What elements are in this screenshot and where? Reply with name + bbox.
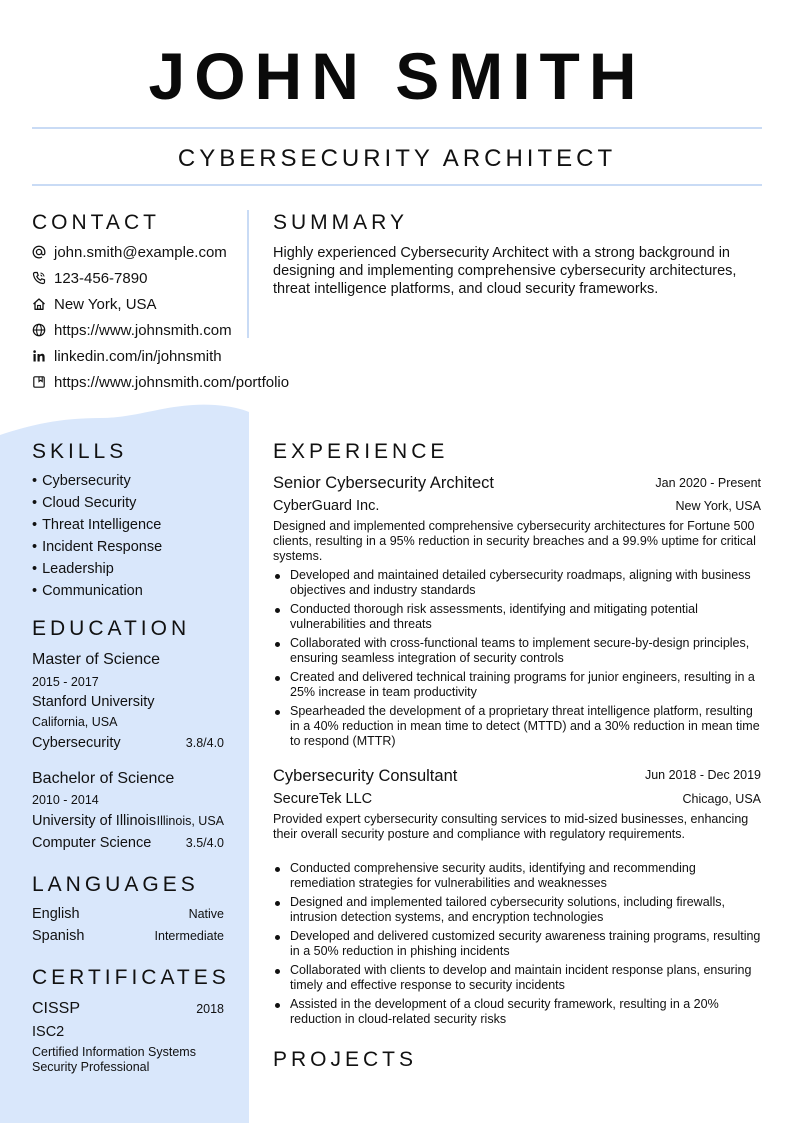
job-bullet: Designed and implemented tailored cybersecurity solutions, including firewalls, intrusion detection systems, and encryption technologies xyxy=(273,895,763,925)
education-location: Illinois, USA xyxy=(156,814,224,828)
education-years: 2015 - 2017 xyxy=(32,675,99,689)
job-bullet: Conducted thorough risk assessments, identifying and mitigating potential vulnerabilities and threats xyxy=(273,602,763,632)
job-dates: Jan 2020 - Present xyxy=(655,476,761,490)
job-bullet: Developed and delivered customized security awareness training programs, resulting in a 50% reduction in phishing incidents xyxy=(273,929,763,959)
language-row xyxy=(32,906,224,922)
job-bullet: Spearheaded the development of a proprietary threat intelligence platform, resulting in a 40% reduction in mean time to detect (MTTD) and a 30% reduction in mean time to respond (MTTR) xyxy=(273,704,763,749)
header-divider-top xyxy=(32,127,762,129)
phone-icon xyxy=(32,271,46,285)
job-title: Cybersecurity Consultant xyxy=(273,767,458,785)
education-heading: EDUCATION xyxy=(32,617,191,640)
job-bullet: Developed and maintained detailed cybersecurity roadmaps, aligning with business objectives and industry standards xyxy=(273,568,763,598)
header-divider-bottom xyxy=(32,184,762,186)
contact-location-text: New York, USA xyxy=(54,295,157,313)
projects-heading: PROJECTS xyxy=(273,1048,418,1071)
languages-heading: LANGUAGES xyxy=(32,873,199,896)
education-field-row xyxy=(32,735,224,751)
candidate-name: JOHN SMITH xyxy=(148,39,646,113)
job-bullet: Conducted comprehensive security audits, identifying and recommending remediation strategies for vulnerabilities and weaknesses xyxy=(273,861,763,891)
contact-phone[interactable] xyxy=(32,268,147,288)
language-level: Native xyxy=(188,907,224,921)
contact-website[interactable] xyxy=(32,320,232,340)
job-description: Designed and implemented comprehensive cybersecurity architectures for Fortune 500 clients, resulting in a 95% reduction in security breaches and a 99.9% uptime for critical systems. xyxy=(273,519,756,563)
skill-item: • Incident Response xyxy=(32,539,162,555)
job-bullet: Assisted in the development of a cloud security framework, resulting in a 20% reduction in cloud-related security risks xyxy=(273,997,763,1027)
education-location: California, USA xyxy=(32,715,118,729)
language-row xyxy=(32,928,224,944)
contact-portfolio[interactable] xyxy=(32,372,289,392)
job-bullet: Collaborated with clients to develop and maintain incident response plans, ensuring timely and effective response to security incidents xyxy=(273,963,763,993)
at-icon xyxy=(32,245,46,259)
skill-item: • Leadership xyxy=(32,561,114,577)
contact-email[interactable] xyxy=(32,242,227,262)
contact-email-text: john.smith@example.com xyxy=(54,243,227,261)
job-bullets xyxy=(273,568,763,753)
linkedin-icon xyxy=(32,349,46,363)
job-location: New York, USA xyxy=(675,499,761,513)
certificate-row xyxy=(32,1000,224,1018)
education-school-row xyxy=(32,813,224,829)
education-field: Computer Science xyxy=(32,835,152,851)
contact-portfolio-text: https://www.johnsmith.com/portfolio xyxy=(54,373,290,391)
skill-item: • Cloud Security xyxy=(32,495,136,511)
job-title-banner: CYBERSECURITY ARCHITECT xyxy=(177,145,617,172)
job-company: SecureTek LLC xyxy=(273,791,373,807)
job-bullet: Created and delivered technical training programs for junior engineers, resulting in a 25% increase in team productivity xyxy=(273,670,763,700)
contact-linkedin[interactable] xyxy=(32,346,222,366)
contact-phone-text: 123-456-7890 xyxy=(54,269,148,287)
skill-item: • Communication xyxy=(32,583,143,599)
language-level: Intermediate xyxy=(154,929,224,943)
contact-heading: CONTACT xyxy=(32,211,160,234)
skill-item: • Cybersecurity xyxy=(32,473,131,489)
job-company: CyberGuard Inc. xyxy=(273,498,380,514)
education-school: Stanford University xyxy=(32,694,155,710)
home-icon xyxy=(32,297,46,311)
contact-linkedin-text: linkedin.com/in/johnsmith xyxy=(54,347,222,365)
certificate-description: Certified Information Systems Security Professional xyxy=(32,1045,196,1074)
experience-heading: EXPERIENCE xyxy=(273,440,449,463)
language-name: Spanish xyxy=(32,928,85,944)
education-school: University of Illinois xyxy=(32,813,157,829)
education-gpa: 3.8/4.0 xyxy=(185,736,224,750)
language-name: English xyxy=(32,906,80,922)
skills-heading: SKILLS xyxy=(32,440,128,463)
certificate-name: CISSP xyxy=(32,1000,81,1017)
job-bullet: Collaborated with cross-functional teams to implement secure-by-design principles, ensuring seamless integration of security controls xyxy=(273,636,763,666)
portfolio-icon xyxy=(32,375,46,389)
certificate-year: 2018 xyxy=(196,1002,224,1016)
job-description: Provided expert cybersecurity consulting services to mid-sized businesses, enhancing their overall security posture and compliance with regulatory requirements. xyxy=(273,812,749,841)
education-degree: Bachelor of Science xyxy=(32,770,175,787)
globe-icon xyxy=(32,323,46,337)
summary-heading: SUMMARY xyxy=(273,211,408,234)
skill-item: • Threat Intelligence xyxy=(32,517,161,533)
job-title: Senior Cybersecurity Architect xyxy=(273,474,495,492)
certificates-heading: CERTIFICATES xyxy=(32,966,230,989)
summary-text: Highly experienced Cybersecurity Architect with a strong background in designing and implementing comprehensive cybersecurity architectures, threat intelligence platforms, and cloud security frameworks. xyxy=(273,245,737,297)
job-bullets xyxy=(273,861,763,1031)
education-years: 2010 - 2014 xyxy=(32,793,99,807)
job-location: Chicago, USA xyxy=(682,792,761,806)
education-gpa: 3.5/4.0 xyxy=(185,836,224,850)
contact-location xyxy=(32,294,157,314)
contact-website-text: https://www.johnsmith.com xyxy=(54,321,232,339)
certificate-issuer: ISC2 xyxy=(32,1024,65,1040)
education-field: Cybersecurity xyxy=(32,735,121,751)
education-degree: Master of Science xyxy=(32,651,161,668)
column-divider xyxy=(247,210,249,338)
job-dates: Jun 2018 - Dec 2019 xyxy=(644,768,761,782)
education-field-row xyxy=(32,835,224,851)
